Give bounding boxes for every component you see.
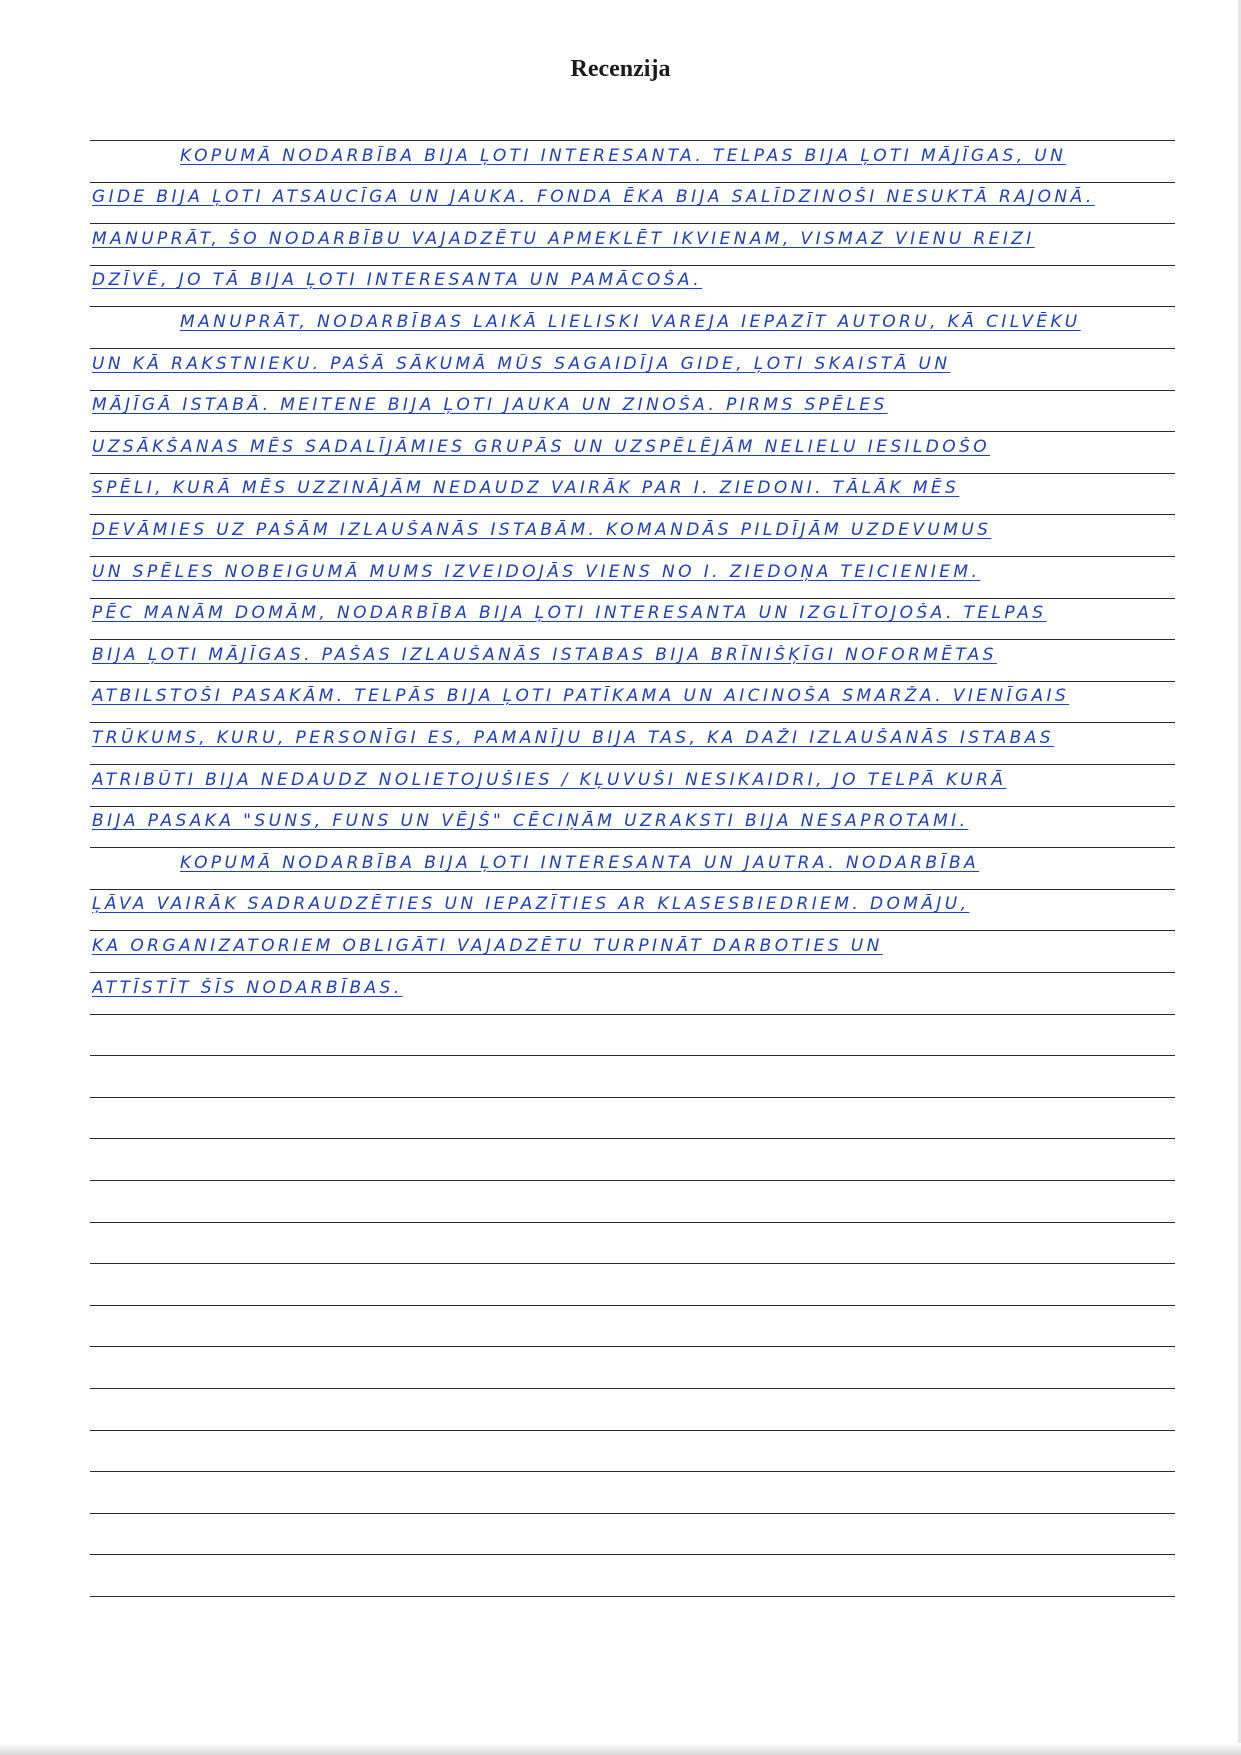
ruled-line xyxy=(90,223,1175,224)
ruled-line xyxy=(90,556,1175,557)
ruled-line xyxy=(90,306,1175,307)
ruled-line xyxy=(90,1554,1175,1555)
ruled-line xyxy=(90,1305,1175,1306)
handwritten-line: KOPUMĀ NODARBĪBA BIJA ĻOTI INTERESANTA. TELPAS BIJA ĻOTI MĀJĪGAS, UN xyxy=(180,146,1067,166)
ruled-line xyxy=(90,1222,1175,1223)
ruled-line xyxy=(90,1180,1175,1181)
handwritten-line: UN SPĒLES NOBEIGUMĀ MUMS IZVEIDOJĀS VIENS NO I. ZIEDOŅA TEICIENIEM. xyxy=(92,562,981,582)
handwritten-line: BIJA ĻOTI MĀJĪGAS. PAŠAS IZLAUŠANĀS ISTABAS BIJA BRĪNIŠĶĪGI NOFORMĒTAS xyxy=(92,645,997,665)
ruled-line xyxy=(90,473,1175,474)
ruled-line xyxy=(90,514,1175,515)
ruled-line xyxy=(90,140,1175,141)
ruled-line xyxy=(90,1388,1175,1389)
handwritten-line: UN KĀ RAKSTNIEKU. PAŠĀ SĀKUMĀ MŪS SAGAIDĪJA GIDE, ĻOTI SKAISTĀ UN xyxy=(92,354,951,374)
handwritten-line: MĀJĪGĀ ISTABĀ. MEITENE BIJA ĻOTI JAUKA UN ZINOŠA. PIRMS SPĒLES xyxy=(92,395,888,415)
handwritten-line: TRŪKUMS, KURU, PERSONĪGI ES, PAMANĪJU BIJA TAS, KA DAŽI IZLAUŠANĀS ISTABAS xyxy=(92,728,1054,748)
ruled-line xyxy=(90,972,1175,973)
ruled-line xyxy=(90,930,1175,931)
handwritten-line: DZĪVĒ, JO TĀ BIJA ĻOTI INTERESANTA UN PAMĀCOŠA. xyxy=(92,270,703,290)
ruled-line xyxy=(90,1263,1175,1264)
handwritten-line: KA ORGANIZATORIEM OBLIGĀTI VAJADZĒTU TURPINĀT DARBOTIES UN xyxy=(92,936,883,956)
ruled-line xyxy=(90,639,1175,640)
ruled-line xyxy=(90,681,1175,682)
ruled-line xyxy=(90,764,1175,765)
ruled-line xyxy=(90,1513,1175,1514)
ruled-line xyxy=(90,806,1175,807)
ruled-line xyxy=(90,847,1175,848)
ruled-line xyxy=(90,431,1175,432)
ruled-line xyxy=(90,265,1175,266)
ruled-line xyxy=(90,1014,1175,1015)
handwritten-line: SPĒLI, KURĀ MĒS UZZINĀJĀM NEDAUDZ VAIRĀK PAR I. ZIEDONI. TĀLĀK MĒS xyxy=(92,478,960,498)
ruled-line xyxy=(90,1596,1175,1597)
handwritten-line: ATRIBŪTI BIJA NEDAUDZ NOLIETOJUŠIES / KĻUVUŠI NESIKAIDRI, JO TELPĀ KURĀ xyxy=(92,770,1007,790)
page-title: Recenzija xyxy=(570,56,671,82)
ruled-line xyxy=(90,1471,1175,1472)
handwritten-line: PĒC MANĀM DOMĀM, NODARBĪBA BIJA ĻOTI INTERESANTA UN IZGLĪTOJOŠA. TELPAS xyxy=(92,603,1047,623)
ruled-line xyxy=(90,889,1175,890)
ruled-line xyxy=(90,1055,1175,1056)
handwritten-line: BIJA PASAKA "SUNS, FUNS UN VĒJŠ" CĒCIŅĀM UZRAKSTI BIJA NESAPROTAMI. xyxy=(92,811,969,831)
ruled-line xyxy=(90,182,1175,183)
handwritten-line: GIDE BIJA ĻOTI ATSAUCĪGA UN JAUKA. FONDA ĒKA BIJA SALĪDZINOŠI NESUKTĀ RAJONĀ. xyxy=(92,187,1095,207)
handwritten-line: DEVĀMIES UZ PAŠĀM IZLAUŠANĀS ISTABĀM. KOMANDĀS PILDĪJĀM UZDEVUMUS xyxy=(92,520,992,540)
handwritten-line: MANUPRĀT, NODARBĪBAS LAIKĀ LIELISKI VAREJA IEPAZĪT AUTORU, KĀ CILVĒKU xyxy=(180,312,1081,332)
handwritten-line: UZSĀKŠANAS MĒS SADALĪJĀMIES GRUPĀS UN UZSPĒLĒJĀM NELIELU IESILDOŠO xyxy=(92,437,991,457)
ruled-line xyxy=(90,1138,1175,1139)
handwritten-line: ĻĀVA VAIRĀK SADRAUDZĒTIES UN IEPAZĪTIES AR KLASESBIEDRIEM. DOMĀJU, xyxy=(92,894,970,914)
ruled-line xyxy=(90,598,1175,599)
handwritten-line: KOPUMĀ NODARBĪBA BIJA ĻOTI INTERESANTA UN JAUTRA. NODARBĪBA xyxy=(180,853,980,873)
ruled-line xyxy=(90,348,1175,349)
ruled-line xyxy=(90,722,1175,723)
ruled-line xyxy=(90,1097,1175,1098)
handwritten-line: MANUPRĀT, ŠO NODARBĪBU VAJADZĒTU APMEKLĒT IKVIENAM, VISMAZ VIENU REIZI xyxy=(92,229,1035,249)
ruled-line xyxy=(90,1346,1175,1347)
handwritten-line: ATBILSTOŠI PASAKĀM. TELPĀS BIJA ĻOTI PATĪKAMA UN AICINOŠA SMARŽA. VIENĪGAIS xyxy=(92,686,1070,706)
ruled-line xyxy=(90,390,1175,391)
ruled-line xyxy=(90,1430,1175,1431)
scan-edge-bottom xyxy=(0,1743,1241,1755)
handwritten-line: ATTĪSTĪT ŠĪS NODARBĪBAS. xyxy=(92,978,403,998)
